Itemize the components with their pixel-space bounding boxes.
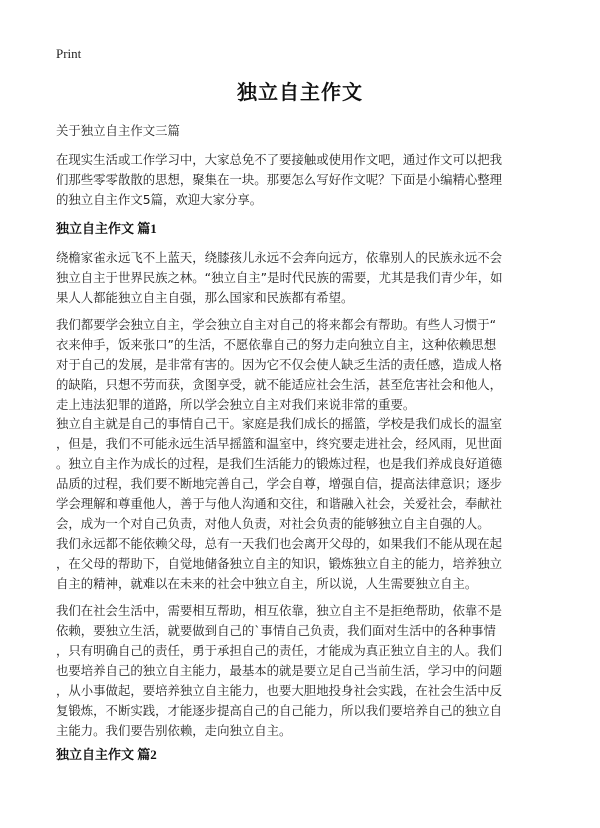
text-line: 独立自主就是自己的事情自己干。家庭是我们成长的摇篮，学校是我们成长的温室 (56, 416, 503, 431)
text-line: 我们永远都不能依赖父母，总有一天我们也会离开父母的，如果我们不能从现在起 (56, 536, 503, 551)
text-line: 对于自己的发展，是非常有害的。因为它不仅会使人缺乏生活的责任感，造成人格 (56, 357, 503, 372)
text-line: 在现实生活或工作学习中，大家总免不了要接触或使用作文吧，通过作文可以把我 (56, 152, 503, 167)
text-line: 品质的过程，我们要不断地完善自己，学会自尊，增强自信，提高法律意识；逐步 (56, 476, 503, 491)
text-line: 走上违法犯罪的道路，所以学会独立自主对我们来说非常的重要。 (56, 397, 416, 412)
text-line: 果人人都能独立自主自强，那么国家和民族都有希望。 (56, 290, 354, 305)
text-line: 的独立自主作文5篇，欢迎大家分享。 (56, 192, 263, 207)
text-line: 学会理解和尊重他人，善于与他人沟通和交往，和谐融入社会，关爱社会，奉献社 (56, 496, 503, 511)
text-line: 们那些零零散散的思想，聚集在一块。那要怎么写好作文呢？下面是小编精心整理 (56, 172, 503, 187)
text-line: 独立自主于世界民族之林。“独立自主”是时代民族的需要，尤其是我们青少年，如 (56, 270, 503, 285)
text-line: 我们都要学会独立自主，学会独立自主对自己的将来都会有帮助。有些人习惯于“ (56, 317, 497, 332)
section-heading-2: 独立自主作文 篇2 (56, 747, 157, 762)
intro-subtitle: 关于独立自主作文三篇 (56, 123, 180, 138)
section-heading-1: 独立自主作文 篇1 (56, 221, 157, 236)
paragraph-2 (56, 315, 552, 415)
text-line: 自主的精神，就难以在未来的社会中独立自主，所以说，人生需要独立自主。 (56, 576, 478, 591)
paragraph-3 (56, 414, 552, 534)
text-line: ，但是，我们不可能永远生活早摇篮和温室中，终究要走进社会，经风雨，见世面 (56, 436, 503, 451)
text-line: 的缺陷，只想不劳而获，贪图享受，就不能适应社会生活，甚至危害社会和他人， (56, 377, 503, 392)
text-line: ，从小事做起，要培养独立自主能力，也要大胆地投身社会实践，在社会生活中反 (56, 683, 503, 698)
print-link[interactable]: Print (56, 46, 82, 61)
text-line: 绕檐家雀永远飞不上蓝天，绕膝孩儿永远不会奔向远方，依靠别人的民族永远不会 (56, 250, 503, 265)
text-line: ，只有明确自己的责任，勇于承担自己的责任，才能成为真正独立自主的人。我们 (56, 643, 503, 658)
intro-paragraph (56, 150, 552, 210)
text-line: ，在父母的帮助下，自觉地储备独立自主的知识，锻炼独立自主的能力，培养独立 (56, 556, 503, 571)
page-title: 独立自主作文 (237, 80, 363, 104)
paragraph-5 (56, 601, 552, 741)
text-line: 复锻炼，不断实践，才能逐步提高自己的自己能力，所以我们要培养自己的独立自 (56, 703, 503, 718)
paragraph-1 (56, 248, 552, 308)
text-line: 依赖，要独立生活，就要做到自己的`事情自己负责，我们面对生活中的各种事情 (56, 623, 496, 638)
text-line: 也要培养自己的独立自主能力，最基本的就是要立足自己当前生活，学习中的问题 (56, 663, 503, 678)
text-line: 我们在社会生活中，需要相互帮助，相互依靠，独立自主不是拒绝帮助，依靠不是 (56, 603, 503, 618)
paragraph-4 (56, 534, 552, 594)
text-line: 衣来伸手，饭来张口”的生活，不愿依靠自己的努力走向独立自主，这种依赖思想 (56, 337, 497, 352)
text-line: 会，成为一个对自己负责，对他人负责，对社会负责的能够独立自主自强的人。 (56, 516, 490, 531)
text-line: 。独立自主作为成长的过程，是我们生活能力的锻炼过程，也是我们养成良好道德 (56, 456, 503, 471)
text-line: 主能力。我们要告别依赖，走向独立自主。 (56, 723, 292, 738)
